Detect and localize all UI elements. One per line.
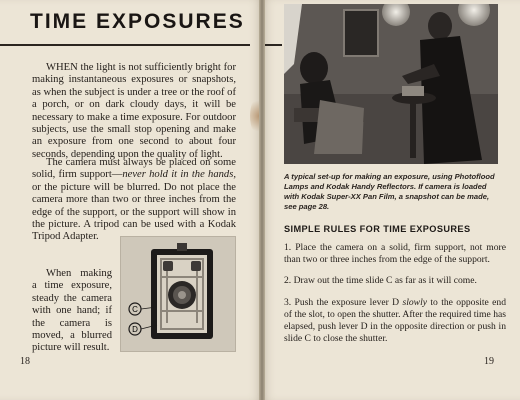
rules-list: [284, 242, 506, 354]
rule-3-emphasis: slowly: [402, 296, 428, 308]
page-number-left: 18: [20, 356, 30, 367]
page-title: TIME EXPOSURES: [30, 10, 245, 33]
rule-3-end: to the opposite end of the slot, to open the shutter. After the required time has elapsed, push lever D in the opposite direction or push in slide C to close the shutter.: [284, 296, 506, 345]
label-c: C: [132, 305, 138, 314]
page-number-right: 19: [484, 356, 494, 367]
paragraph-2-start: The camera must always be placed on some solid, firm support—: [32, 157, 236, 181]
camera-illustration: [120, 236, 236, 352]
title-underline: [0, 44, 250, 46]
support-text-wide: [32, 157, 236, 244]
rule-1: 1. Place the camera on a solid, firm support, not more than two or three inches from the edge of the support.: [284, 242, 506, 266]
right-page: [262, 0, 520, 400]
intro-text: [32, 62, 236, 161]
gutter-rule: [262, 44, 282, 46]
rule-2: 2. Draw out the time slide C as far as it will come.: [284, 275, 477, 287]
paragraph-2-emphasis: never hold it in the hands,: [122, 169, 236, 181]
label-d: D: [132, 325, 138, 334]
paragraph-2-end: or the picture will be blurred. Do not place the camera more than two or three inches from the edge of the support, or the support will show in the picture. A tripod can be used with a Kodak Tripod Adapter.: [32, 181, 236, 243]
steady-text: [32, 268, 112, 355]
paragraph-2: [32, 157, 236, 244]
rule-3-start: 3. Push the exposure lever D: [284, 296, 403, 308]
book-gutter: [259, 0, 265, 400]
paragraph-1: WHEN the light is not sufficiently bright for making instantaneous exposures or snapshots, as when the subject is under a tree or the roof of a porch, or on dark cloudy days, it will be necessary to make a time exposure. For outdoor subjects, use the small stop opening and make an exposure from one second to about four seconds, depending upon the quality of light.: [32, 62, 236, 160]
section-title: SIMPLE RULES FOR TIME EXPOSURES: [284, 224, 471, 234]
rule-3: [284, 297, 506, 346]
paragraph-3: When making a time exposure, steady the camera with one hand; if the camera is moved, a blurred picture will result.: [32, 268, 112, 354]
setup-photograph: [284, 4, 498, 164]
photo-caption: A typical set-up for making an exposure, using Photoflood Lamps and Kodak Handy Reflectors. If camera is loaded with Kodak Super-XX Pan Film, a snapshot can be made, see page 28.: [284, 172, 495, 211]
